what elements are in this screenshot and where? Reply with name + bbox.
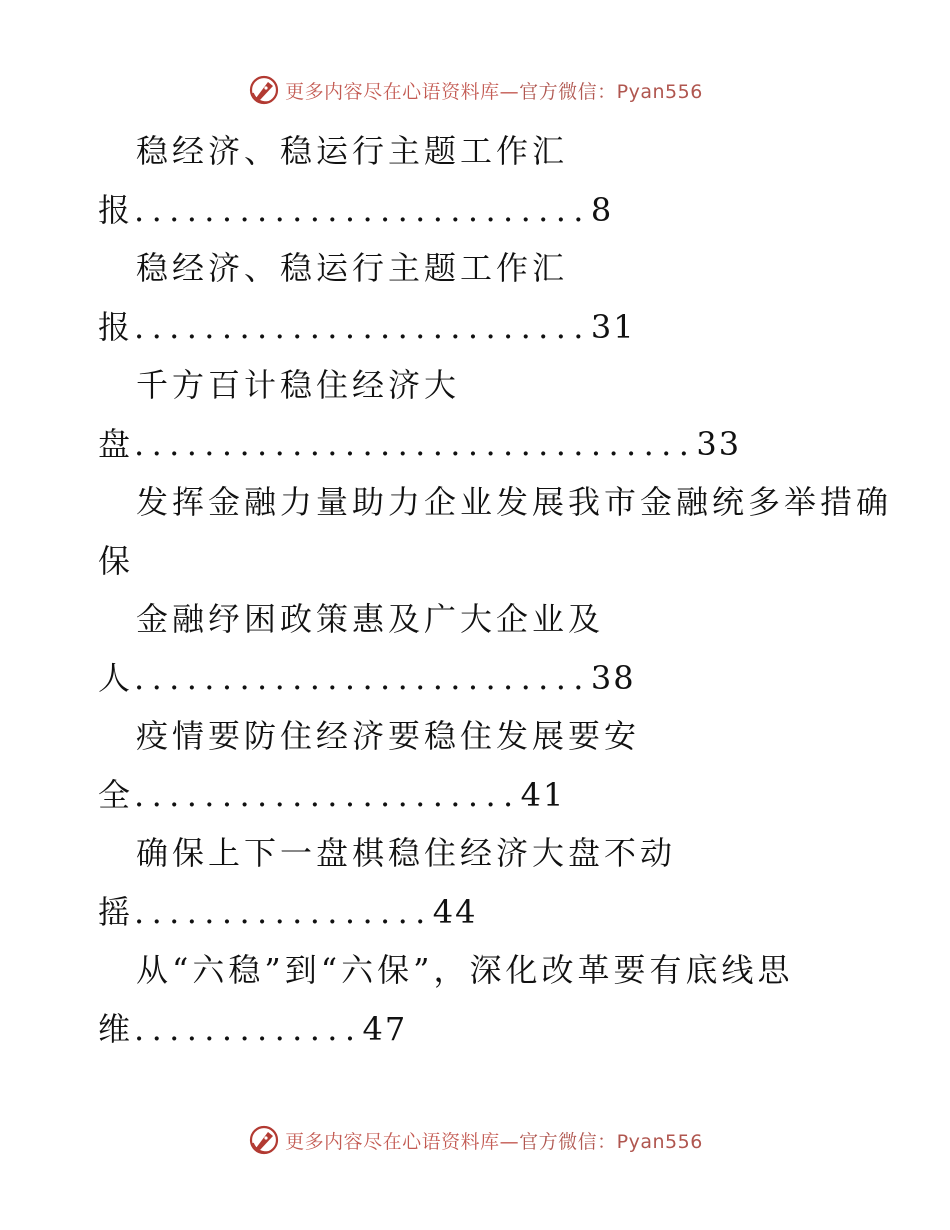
toc-dot-leader: .......................... (134, 307, 591, 346)
toc-page-number: 47 (362, 1009, 408, 1048)
watermark-text (285, 1127, 703, 1154)
header-watermark (0, 70, 950, 110)
toc-title: 发挥金融力量助力企业发展我市金融统多举措确 (136, 483, 893, 521)
watermark-suffix: 官方微信：Pyan556 (519, 80, 703, 103)
toc-title-end: 全 (98, 775, 135, 814)
toc-entry-1-title[interactable] (98, 122, 898, 181)
toc-entry-8-leader[interactable] (98, 1000, 898, 1059)
watermark-main: 更多内容尽在心语资料库 (285, 80, 500, 103)
footer-watermark (0, 1120, 950, 1160)
toc-title: 千方百计稳住经济大 (136, 366, 461, 404)
toc-entry-4-title[interactable] (98, 473, 898, 532)
watermark-suffix: 官方微信：Pyan556 (519, 1130, 703, 1153)
pen-nib-circle-icon (247, 73, 281, 107)
table-of-contents (98, 122, 898, 1058)
watermark-separator: — (499, 80, 520, 103)
watermark-separator: — (499, 1130, 520, 1153)
toc-entry-2-leader[interactable] (98, 298, 898, 357)
toc-entry-7-title[interactable] (98, 824, 898, 883)
watermark-main: 更多内容尽在心语资料库 (285, 1130, 500, 1153)
toc-title-end: 人 (98, 658, 135, 697)
toc-title-end: 维 (98, 1009, 135, 1048)
toc-entry-5-title[interactable] (98, 590, 898, 649)
toc-entry-6-title[interactable] (98, 707, 898, 766)
toc-title: 稳经济、稳运行主题工作汇 (136, 132, 569, 170)
toc-title-end: 盘 (98, 424, 135, 463)
toc-title: 确保上下一盘棋稳住经济大盘不动 (136, 834, 677, 872)
toc-page-number: 33 (696, 424, 742, 463)
toc-page-number: 31 (590, 307, 636, 346)
toc-entry-3-leader[interactable] (98, 415, 898, 474)
toc-dot-leader: ...................... (134, 775, 521, 814)
toc-title-end: 报 (98, 190, 135, 229)
toc-title: 金融纾困政策惠及广大企业及 (136, 600, 605, 638)
toc-dot-leader: .......................... (134, 190, 591, 229)
toc-entry-4-continuation[interactable] (98, 532, 898, 591)
toc-page-number: 44 (432, 892, 478, 931)
toc-title-end: 摇 (98, 892, 135, 931)
toc-dot-leader: ................................ (134, 424, 697, 463)
pen-nib-circle-icon (247, 1123, 281, 1157)
toc-entry-3-title[interactable] (98, 356, 898, 415)
toc-dot-leader: .......................... (134, 658, 591, 697)
toc-page-number: 38 (590, 658, 636, 697)
toc-page-number: 41 (520, 775, 566, 814)
toc-title: 从“六稳”到“六保”，深化改革要有底线思 (136, 951, 794, 989)
toc-entry-7-leader[interactable] (98, 883, 898, 942)
watermark-text (285, 77, 703, 104)
toc-entry-2-title[interactable] (98, 239, 898, 298)
toc-entry-1-leader[interactable] (98, 181, 898, 240)
toc-dot-leader: ............. (134, 1009, 363, 1048)
toc-dot-leader: ................. (134, 892, 433, 931)
toc-entry-5-leader[interactable] (98, 649, 898, 708)
toc-title-end: 保 (98, 541, 135, 580)
toc-entry-8-title[interactable] (98, 941, 898, 1000)
toc-page-number: 8 (590, 190, 614, 229)
toc-title: 稳经济、稳运行主题工作汇 (136, 249, 569, 287)
toc-entry-6-leader[interactable] (98, 766, 898, 825)
toc-title-end: 报 (98, 307, 135, 346)
toc-title: 疫情要防住经济要稳住发展要安 (136, 717, 641, 755)
